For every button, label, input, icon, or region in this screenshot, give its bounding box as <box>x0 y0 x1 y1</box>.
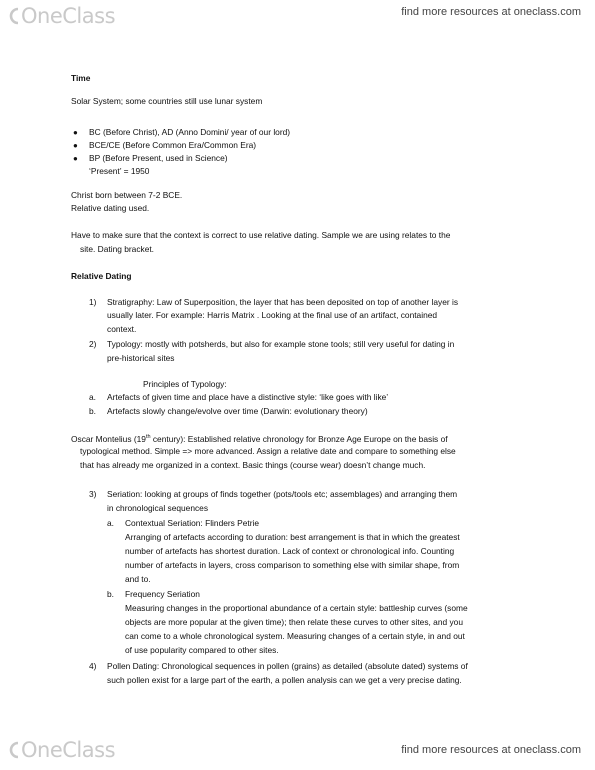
paragraph-christ: Christ born between 7-2 BCE. <box>71 190 183 200</box>
list-number: 2) <box>89 339 97 349</box>
list-number: 3) <box>89 489 97 499</box>
list-letter: b. <box>89 406 96 416</box>
brand-name: OneClass <box>21 4 116 28</box>
superscript: th <box>145 434 151 440</box>
montelius-line <box>71 431 448 446</box>
present-note: ‘Present’ = 1950 <box>89 166 150 176</box>
frequency-seriation-title: Frequency Seriation <box>125 589 200 599</box>
montelius-text: century): Established relative chronology for Bronze Age Europe on the basis of <box>150 433 448 444</box>
list-letter: a. <box>89 392 96 402</box>
heading-time: Time <box>71 73 91 83</box>
typology-line: pre-historical sites <box>107 353 175 363</box>
pollen-line: Pollen Dating: Chronological sequences in pollen (grains) as detailed (absolute dated) systems of <box>107 661 468 671</box>
resources-link-footer[interactable]: find more resources at oneclass.com <box>401 744 581 756</box>
brand-name: OneClass <box>21 738 116 762</box>
list-item: BP (Before Present, used in Science) <box>89 153 228 163</box>
stratigraphy-line: usually later. For example: Harris Matrix . Looking at the final use of an artifact, contained <box>107 310 438 320</box>
contextual-line: number of artefacts in layers, cross comparison to something else with similar shape, from <box>125 560 460 570</box>
frequency-line: Measuring changes in the proportional abundance of a certain style: battleship curves (some <box>125 603 468 613</box>
resources-link[interactable]: find more resources at oneclass.com <box>401 6 581 18</box>
contextual-seriation-title: Contextual Seriation: Flinders Petrie <box>125 518 260 528</box>
list-letter: a. <box>107 518 114 528</box>
frequency-line: can come to a whole chronological system. Measuring changes of a certain style, in and out <box>125 631 465 641</box>
pollen-line: such pollen exist for a large part of the earth, a pollen analysis can we get a very precise dating. <box>107 675 462 685</box>
paragraph-solar: Solar System; some countries still use lunar system <box>71 96 263 106</box>
oneclass-logo[interactable] <box>8 4 115 28</box>
list-number: 4) <box>89 661 97 671</box>
bullet-marker: ● <box>73 141 78 150</box>
frequency-line: objects are more popular at the given time); then relate these curves to other sites, and you <box>125 617 463 627</box>
seriation-line: in chronological sequences <box>107 503 209 513</box>
contextual-line: Arranging of artefacts according to duration: best arrangement is that in which the greatest <box>125 532 460 542</box>
stratigraphy-line: context. <box>107 324 137 334</box>
list-item: BC (Before Christ), AD (Anno Domini/ year of our lord) <box>89 127 291 137</box>
list-letter: b. <box>107 589 114 599</box>
stratigraphy-line: Stratigraphy: Law of Superposition, the layer that has been deposited on top of another layer is <box>107 297 459 307</box>
contextual-line: number of artefacts has shortest duration. Lack of context or chronological info. Counting <box>125 546 455 556</box>
bullet-marker: ● <box>73 128 78 137</box>
oneclass-logo-footer[interactable] <box>8 738 115 762</box>
principles-heading: Principles of Typology: <box>143 379 227 389</box>
seriation-line: Seriation: looking at groups of finds together (pots/tools etc; assemblages) and arranging them <box>107 489 458 499</box>
principle-item: Artefacts slowly change/evolve over time (Darwin: evolutionary theory) <box>107 406 368 416</box>
typology-line: Typology: mostly with potsherds, but also for example stone tools; still very useful for dating in <box>107 339 455 349</box>
list-item: BCE/CE (Before Common Era/Common Era) <box>89 140 257 150</box>
montelius-line: that has already me organized in a context. Basic things (course wear) doesn’t change much. <box>80 460 426 470</box>
frequency-line: of use popularity compared to other sites. <box>125 645 279 655</box>
paragraph-context-cont: site. Dating bracket. <box>80 244 155 254</box>
montelius-line: typological method. Simple => more advanced. Assign a relative date and compare to something else <box>80 446 456 456</box>
contextual-line: and to. <box>125 574 151 584</box>
bullet-marker: ● <box>73 154 78 163</box>
principle-item: Artefacts of given time and place have a distinctive style: ‘like goes with like’ <box>107 392 389 402</box>
paragraph-context: Have to make sure that the context is correct to use relative dating. Sample we are using relates to the <box>71 230 451 240</box>
oneclass-logo-icon <box>8 6 20 26</box>
oneclass-logo-icon <box>8 740 20 760</box>
montelius-text: Oscar Montelius (19 <box>71 433 146 444</box>
paragraph-relative-used: Relative dating used. <box>71 203 150 213</box>
heading-relative-dating: Relative Dating <box>71 271 132 281</box>
list-number: 1) <box>89 297 97 307</box>
